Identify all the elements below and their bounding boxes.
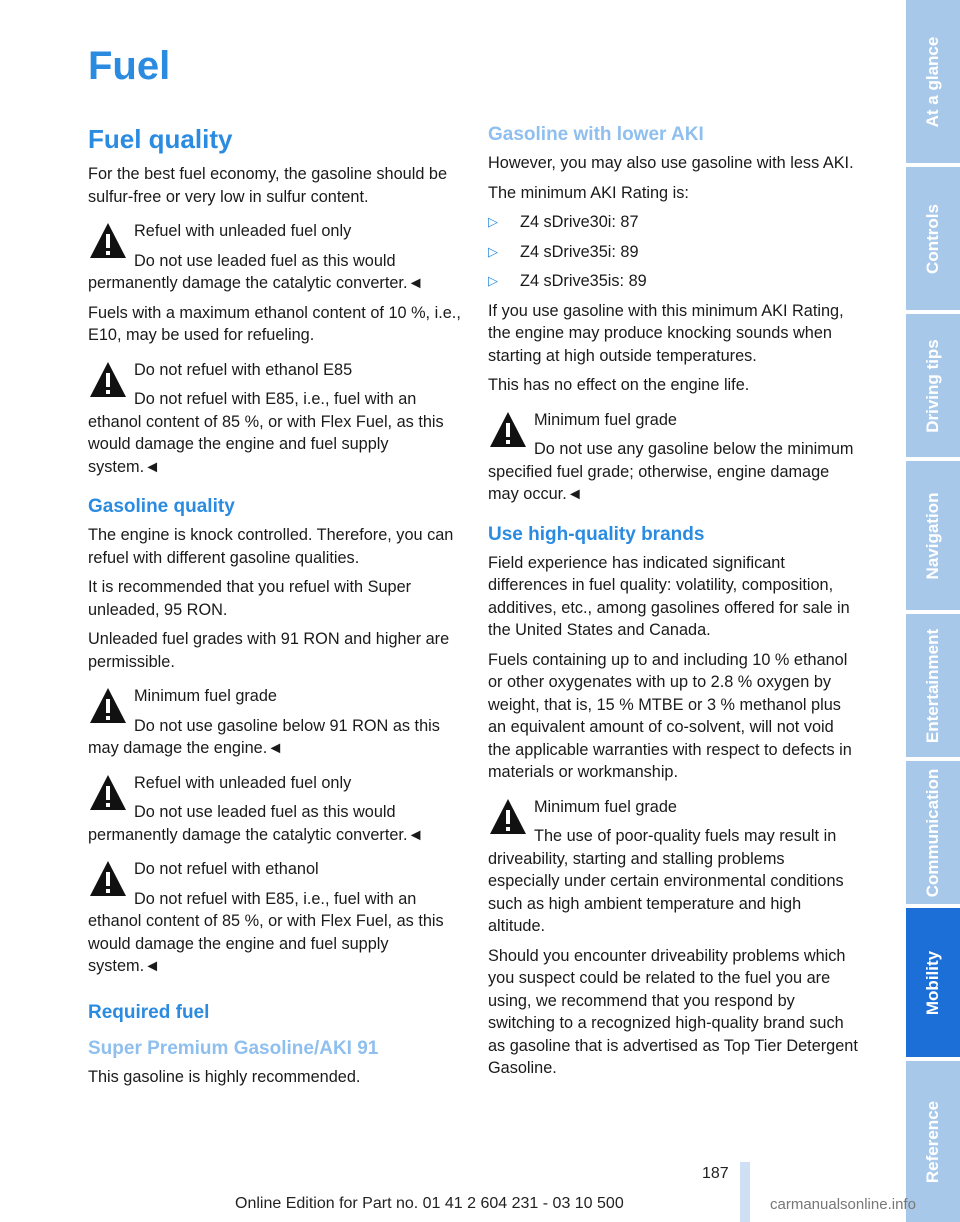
tab-entertainment[interactable]: Entertainment: [906, 614, 960, 757]
list-item: ▷ Z4 sDrive30i: 87: [488, 211, 860, 234]
paragraph: However, you may also use gasoline with less AKI.: [488, 154, 854, 172]
warning-title: Refuel with unleaded fuel only: [134, 222, 352, 240]
tab-mobility[interactable]: Mobility: [906, 908, 960, 1057]
tab-driving-tips[interactable]: Driving tips: [906, 314, 960, 457]
heading-required-fuel: Required fuel: [88, 1001, 210, 1023]
page-number: 187: [702, 1165, 729, 1182]
paragraph: This gasoline is highly recommended.: [88, 1067, 361, 1086]
warning-title: Minimum fuel grade: [534, 797, 677, 816]
warning-title: Do not refuel with ethanol E85: [134, 360, 353, 379]
warning-title: Refuel with unleaded fuel only: [134, 773, 352, 792]
footer-text: Online Edition for Part no. 01 41 2 604 231 - 03 10 500: [235, 1195, 624, 1212]
aki-list: [488, 211, 860, 293]
page-number-bar: [740, 1162, 750, 1222]
tab-controls[interactable]: Controls: [906, 167, 960, 310]
paragraph: Should you encounter driveability problems which you suspect could be related to the fuel you are using, we recommend that you respond by switching to a recognized high-quality brand such as gasoline that is advertised as Top Tier Detergent Gasoline.: [488, 946, 858, 1077]
warning-ethanol-e85: [88, 359, 464, 479]
paragraph: This has no effect on the engine life.: [488, 376, 750, 394]
warning-minimum-grade: [88, 685, 464, 760]
paragraph: Fuels containing up to and including 10 % ethanol or other oxygenates with up to 2.8 % oxygen by weight, that is, 15 % MTBE or 3 % methanol plus an equivalent amount of co-solvent, will not void the applicable warranties with respect to defects in materials or workmanship.: [488, 650, 852, 781]
heading-fuel-quality: Fuel quality: [88, 124, 233, 154]
warning-icon: [488, 796, 528, 838]
heading-gasoline-quality: Gasoline quality: [88, 496, 235, 517]
warning-icon: [88, 220, 128, 262]
tab-communication[interactable]: Communication: [906, 761, 960, 904]
warning-icon: [488, 409, 528, 451]
warning-body: Do not refuel with E85, i.e., fuel with an ethanol content of 85 %, or with Flex Fuel, as this would damage the engine and fuel supply system.◄: [88, 390, 444, 476]
heading-lower-aki: Gasoline with lower AKI: [488, 124, 704, 145]
list-item: ▷ Z4 sDrive35is: 89: [488, 270, 860, 293]
paragraph: The engine is knock controlled. Therefore, you can refuel with different gasoline qualities.: [88, 526, 454, 567]
warning-minimum-grade: [488, 409, 860, 506]
paragraph: It is recommended that you refuel with Super unleaded, 95 RON.: [88, 578, 412, 619]
paragraph: Unleaded fuel grades with 91 RON and higher are permissible.: [88, 630, 450, 671]
paragraph: Fuels with a maximum ethanol content of 10 %, i.e., E10, may be used for refueling.: [88, 303, 461, 344]
watermark: carmanualsonline.info: [770, 1196, 916, 1213]
warning-icon: [88, 359, 128, 401]
warning-body: Do not use leaded fuel as this would permanently damage the catalytic converter.◄: [88, 251, 424, 292]
triangle-bullet-icon: ▷: [488, 214, 498, 229]
warning-body: The use of poor-quality fuels may result in driveability, starting and stalling problems especially under certain environmental conditions such as high ambient temperature and high altitude.: [488, 827, 844, 935]
warning-ethanol: [88, 858, 464, 978]
warning-body: Do not use leaded fuel as this would permanently damage the catalytic converter.◄: [88, 803, 424, 844]
warning-body: Do not use any gasoline below the minimum specified fuel grade; otherwise, engine damage may occur.◄: [488, 440, 854, 503]
paragraph: For the best fuel economy, the gasoline should be sulfur-free or very low in sulfur content.: [88, 165, 448, 206]
warning-icon: [88, 685, 128, 727]
triangle-bullet-icon: ▷: [488, 273, 498, 288]
warning-body: Do not refuel with E85, i.e., fuel with an ethanol content of 85 %, or with Flex Fuel, as this would damage the engine and fuel supply system.◄: [88, 889, 444, 975]
heading-super-premium: Super Premium Gasoline/AKI 91: [88, 1037, 379, 1059]
tab-navigation[interactable]: Navigation: [906, 461, 960, 610]
warning-title: Minimum fuel grade: [534, 410, 677, 429]
tab-reference[interactable]: Reference: [906, 1061, 960, 1222]
heading-brands: Use high-quality brands: [488, 523, 705, 545]
left-column: [88, 118, 464, 1095]
tab-at-a-glance[interactable]: At a glance: [906, 0, 960, 163]
paragraph: The minimum AKI Rating is:: [488, 183, 689, 202]
warning-unleaded-2: [88, 772, 464, 847]
paragraph: Field experience has indicated significant differences in fuel quality: volatility, composition, additives, etc., among gasolines offered for sale in the United States and Canada.: [488, 553, 850, 639]
triangle-bullet-icon: ▷: [488, 243, 498, 259]
warning-title: Do not refuel with ethanol: [134, 860, 319, 878]
warning-unleaded: [88, 220, 464, 295]
warning-body: Do not use gasoline below 91 RON as this may damage the engine.◄: [88, 716, 440, 757]
paragraph: If you use gasoline with this minimum AKI Rating, the engine may produce knocking sounds when starting at high outside temperatures.: [488, 301, 844, 365]
warning-poor-quality: [488, 796, 860, 938]
warning-icon: [88, 858, 128, 900]
right-column: [488, 118, 860, 1087]
page-title: Fuel: [88, 44, 171, 88]
warning-title: Minimum fuel grade: [134, 687, 277, 705]
warning-icon: [88, 772, 128, 814]
list-item: ▷ Z4 sDrive35i: 89: [488, 241, 860, 264]
